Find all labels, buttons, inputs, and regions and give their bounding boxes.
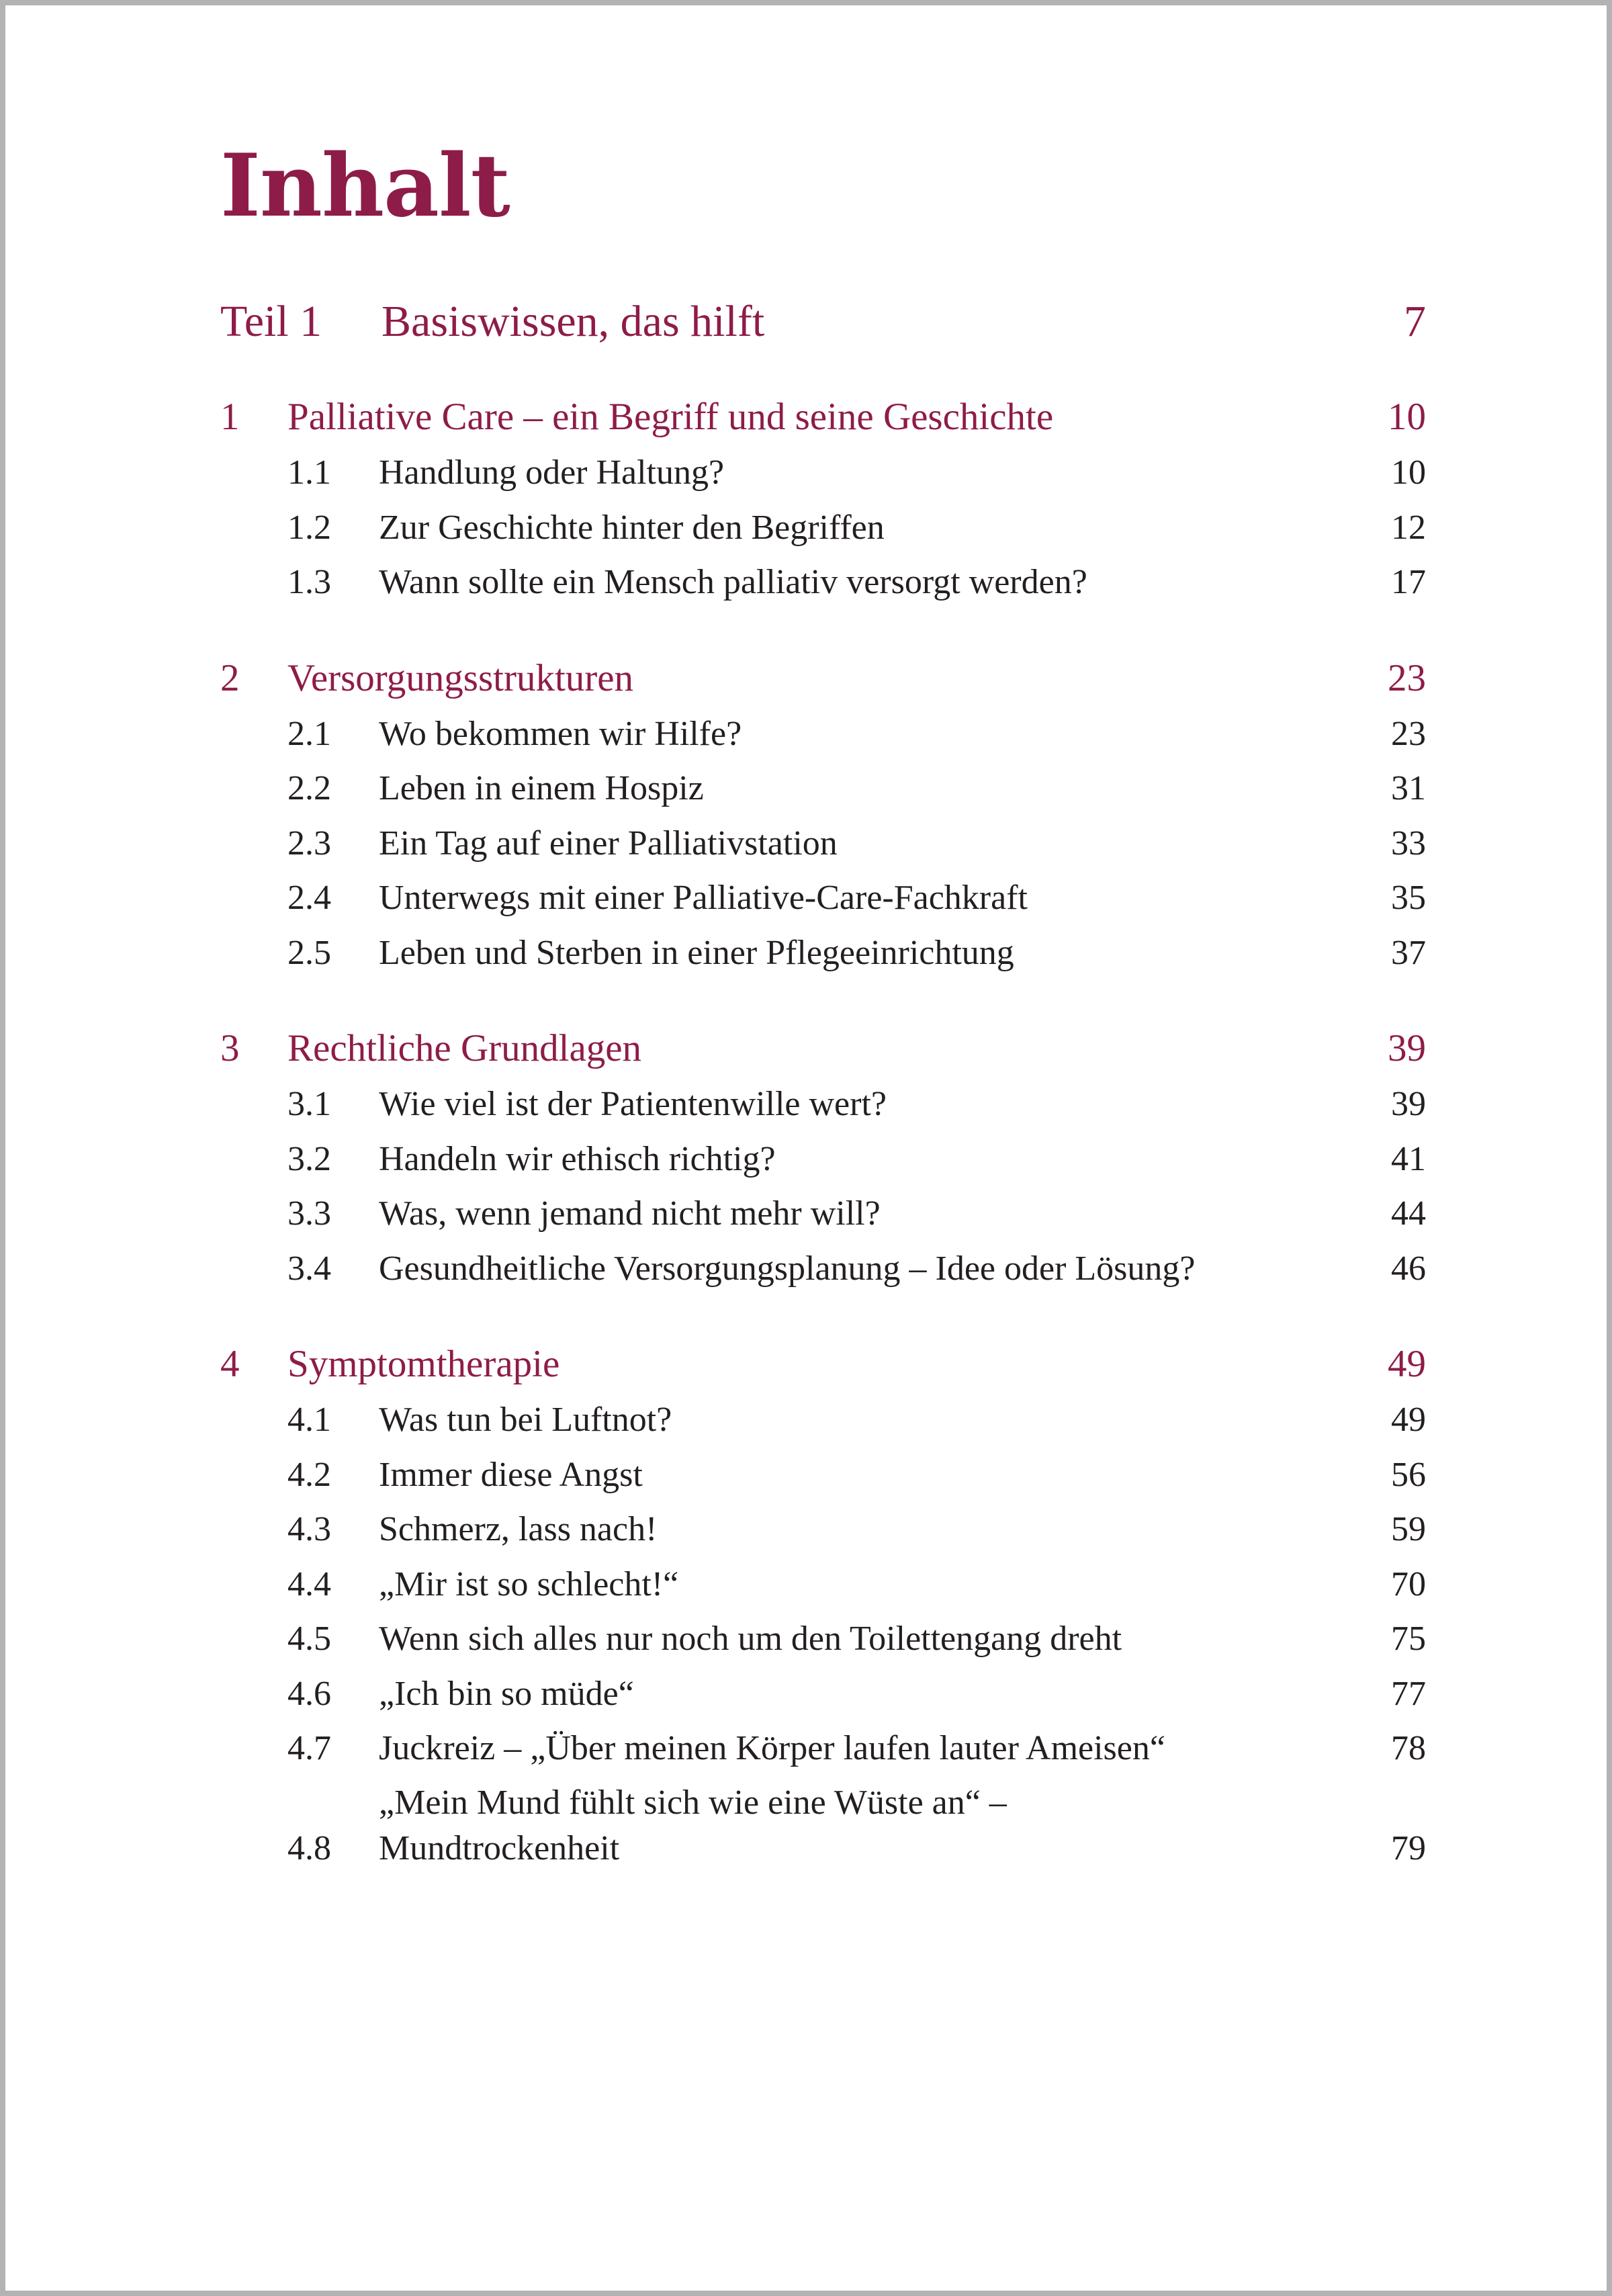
section-number: 4.1 [287, 1401, 331, 1439]
section-title-line: „Mein Mund fühlt sich wie eine Wüste an“ – [379, 1783, 1007, 1822]
section-page-number: 35 [1391, 879, 1426, 917]
toc-section-row[interactable] [220, 761, 1426, 816]
section-title: Schmerz, lass nach! [379, 1510, 658, 1548]
section-number: 4.2 [287, 1455, 331, 1494]
chapter-page-number: 23 [1388, 656, 1426, 699]
section-title: Handeln wir ethisch richtig? [379, 1139, 776, 1178]
section-number: 3.4 [287, 1249, 331, 1288]
section-page-number: 77 [1391, 1674, 1426, 1713]
section-page-number: 39 [1391, 1085, 1426, 1123]
section-page-number: 33 [1391, 824, 1426, 863]
toc-section-row[interactable] [220, 1448, 1426, 1503]
section-list [220, 707, 1426, 981]
toc-section-row[interactable] [220, 1186, 1426, 1241]
section-number: 1.2 [287, 508, 331, 547]
section-title: Leben in einem Hospiz [379, 769, 704, 807]
section-page-number: 79 [1391, 1828, 1426, 1867]
section-number: 4.5 [287, 1620, 331, 1658]
chapter-number: 1 [220, 396, 240, 438]
toc-chapter [220, 1337, 1426, 1871]
section-title: Immer diese Angst [379, 1455, 643, 1494]
section-page-number: 49 [1391, 1401, 1426, 1439]
toc-section-row[interactable] [220, 445, 1426, 500]
toc-section-row[interactable] [220, 1132, 1426, 1187]
section-number: 3.2 [287, 1139, 331, 1178]
page-title: Inhalt [220, 136, 510, 236]
toc-section-row[interactable] [220, 1557, 1426, 1612]
section-title-line: Mundtrockenheit [379, 1828, 620, 1867]
section-page-number: 59 [1391, 1510, 1426, 1548]
section-number: 4.7 [287, 1729, 331, 1767]
section-number: 3.3 [287, 1194, 331, 1233]
section-page-number: 44 [1391, 1194, 1426, 1233]
section-number: 4.6 [287, 1674, 331, 1713]
section-page-number: 10 [1391, 453, 1426, 492]
toc-chapter [220, 1022, 1426, 1296]
toc-chapter-row[interactable] [220, 652, 1426, 705]
toc-section-row[interactable] [220, 555, 1426, 610]
toc-section-row[interactable] [220, 816, 1426, 871]
section-number: 2.4 [287, 879, 331, 917]
section-page-number: 23 [1391, 714, 1426, 753]
chapter-page-number: 10 [1388, 396, 1426, 438]
section-page-number: 31 [1391, 769, 1426, 807]
part-title: Basiswissen, das hilft [382, 297, 765, 346]
toc-chapter-row[interactable] [220, 1022, 1426, 1075]
section-title: Wo bekommen wir Hilfe? [379, 714, 742, 753]
section-list [220, 1077, 1426, 1296]
section-title: Unterwegs mit einer Palliative-Care-Fachkraft [379, 879, 1028, 917]
part-label: Teil 1 [220, 297, 322, 346]
chapter-title: Versorgungsstrukturen [287, 656, 634, 699]
section-title [379, 1780, 1345, 1871]
toc-chapter-row[interactable] [220, 390, 1426, 444]
section-number: 4.4 [287, 1564, 331, 1603]
section-title: Zur Geschichte hinter den Begriffen [379, 508, 885, 547]
section-page-number: 78 [1391, 1729, 1426, 1767]
chapter-title: Rechtliche Grundlagen [287, 1027, 642, 1069]
toc-section-row[interactable] [220, 1721, 1426, 1776]
section-page-number: 37 [1391, 933, 1426, 972]
toc-section-row[interactable] [220, 707, 1426, 762]
section-list [220, 1393, 1426, 1871]
chapter-page-number: 39 [1388, 1027, 1426, 1069]
section-list [220, 445, 1426, 610]
section-title: „Mir ist so schlecht!“ [379, 1564, 679, 1603]
section-page-number: 70 [1391, 1564, 1426, 1603]
section-title: Wann sollte ein Mensch palliativ versorgt werden? [379, 563, 1087, 601]
section-page-number: 75 [1391, 1620, 1426, 1658]
chapter-number: 3 [220, 1027, 240, 1069]
toc-chapter-row[interactable] [220, 1337, 1426, 1391]
chapter-list [220, 390, 1426, 1871]
section-page-number: 56 [1391, 1455, 1426, 1494]
toc-section-row[interactable] [220, 1241, 1426, 1296]
chapter-title: Palliative Care – ein Begriff und seine Geschichte [287, 396, 1054, 438]
toc-section-row[interactable] [220, 1776, 1426, 1871]
part-page-number: 7 [1404, 297, 1426, 346]
section-page-number: 46 [1391, 1249, 1426, 1288]
section-number: 2.2 [287, 769, 331, 807]
toc-section-row[interactable] [220, 1502, 1426, 1557]
chapter-number: 2 [220, 656, 240, 699]
section-title: Wie viel ist der Patientenwille wert? [379, 1085, 887, 1123]
section-number: 4.8 [287, 1828, 331, 1867]
chapter-number: 4 [220, 1343, 240, 1385]
toc-content [220, 136, 1426, 1871]
section-page-number: 17 [1391, 563, 1426, 601]
section-title: Was, wenn jemand nicht mehr will? [379, 1194, 881, 1233]
section-title: Leben und Sterben in einer Pflegeeinrichtung [379, 933, 1014, 972]
toc-section-row[interactable] [220, 871, 1426, 926]
section-title: Wenn sich alles nur noch um den Toilettengang dreht [379, 1620, 1122, 1658]
toc-section-row[interactable] [220, 1611, 1426, 1667]
section-number: 3.1 [287, 1085, 331, 1123]
section-number: 2.1 [287, 714, 331, 753]
section-title: Gesundheitliche Versorgungsplanung – Idee oder Lösung? [379, 1249, 1196, 1288]
toc-section-row[interactable] [220, 1667, 1426, 1722]
section-number: 2.3 [287, 824, 331, 863]
section-title: Was tun bei Luftnot? [379, 1401, 672, 1439]
toc-chapter [220, 652, 1426, 981]
toc-section-row[interactable] [220, 926, 1426, 981]
section-number: 1.3 [287, 563, 331, 601]
section-title: „Ich bin so müde“ [379, 1674, 634, 1713]
toc-section-row[interactable] [220, 500, 1426, 556]
toc-section-row[interactable] [220, 1393, 1426, 1448]
section-number: 1.1 [287, 453, 331, 492]
section-number: 4.3 [287, 1510, 331, 1548]
section-title: Handlung oder Haltung? [379, 453, 725, 492]
section-title: Ein Tag auf einer Palliativstation [379, 824, 838, 863]
section-page-number: 12 [1391, 508, 1426, 547]
chapter-title: Symptomtherapie [287, 1343, 560, 1385]
section-number: 2.5 [287, 933, 331, 972]
toc-part-row[interactable] [220, 295, 1426, 349]
section-page-number: 41 [1391, 1139, 1426, 1178]
section-title: Juckreiz – „Über meinen Körper laufen lauter Ameisen“ [379, 1729, 1165, 1767]
toc-section-row[interactable] [220, 1077, 1426, 1132]
chapter-page-number: 49 [1388, 1343, 1426, 1385]
toc-chapter [220, 390, 1426, 610]
